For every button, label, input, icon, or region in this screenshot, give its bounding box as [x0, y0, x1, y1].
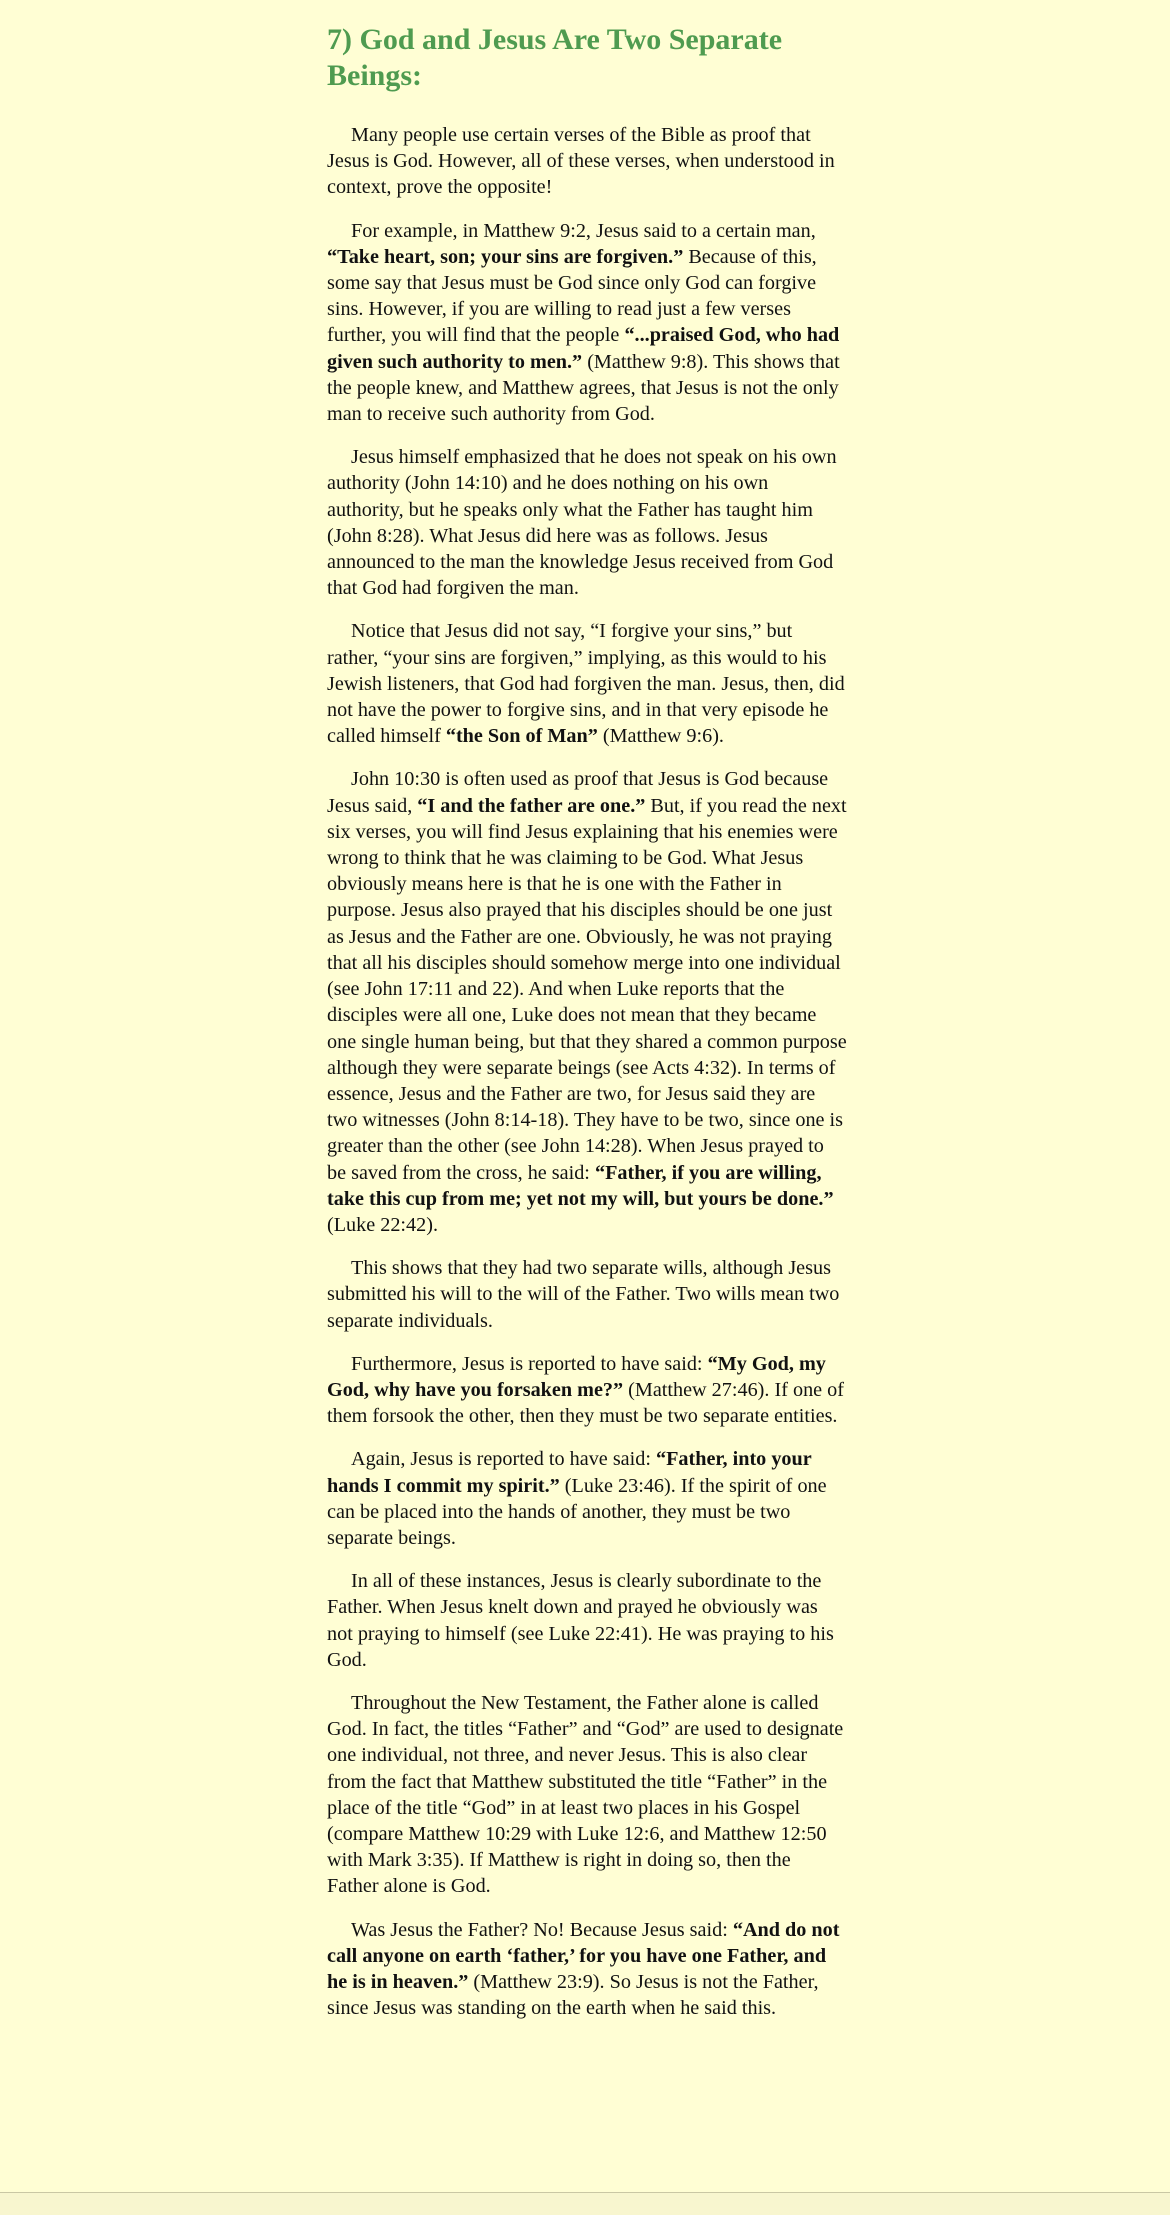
document-body: [327, 122, 847, 2021]
text-run: Again, Jesus is reported to have said:: [351, 1448, 656, 1471]
bold-quote: “Take heart, son; your sins are forgiven.”: [327, 245, 684, 268]
paragraph: [327, 122, 847, 201]
text-run: John 10:30 is often used as proof that Jesus is God because Jesus said,: [327, 768, 829, 817]
paragraph: [327, 1568, 847, 1673]
text-run: Jesus himself emphasized that he does not speak on his own authority (John 14:10) and he does nothing on his own authority, but he speaks only what the Father has taught him (John 8:28). What Jesus did here was as follows. Jesus announced to the man the knowledge Jesus received from God that God had forgiven the man.: [327, 446, 837, 600]
paragraph: [327, 618, 847, 749]
bold-quote: “Father, into your hands I commit my spirit.”: [327, 1448, 812, 1497]
bottom-scroll-area: [0, 2193, 1170, 2215]
bold-quote: “the Son of Man”: [445, 725, 598, 748]
text-run: But, if you read the next six verses, you will find Jesus explaining that his enemies were wrong to think that he was claiming to be God. What Jesus obviously means here is that he is one with the Father in purpose. Jesus also prayed that his disciples should be one just as Jesus and the Father are one. Obviously, he was not praying that all his disciples should somehow merge into one individual (see John 17:11 and 22). And when Luke reports that the disciples were all one, Luke does not mean that they became one single human being, but that they shared a common purpose although they were separate beings (see Acts 4:32). In terms of essence, Jesus and the Father are two, for Jesus said they are two witnesses (John 8:14-18). They have to be two, since one is greater than the other (see John 14:28). When Jesus prayed to be saved from the cross, he said:: [327, 794, 847, 1184]
text-run: (Luke 23:46). If the spirit of one can be placed into the hands of another, they must be two separate beings.: [327, 1474, 827, 1549]
document-page: [327, 22, 847, 2038]
text-run: Was Jesus the Father? No! Because Jesus said:: [351, 1918, 733, 1941]
bold-quote: “And do not call anyone on earth ‘father,’ for you have one Father, and he is in heaven.”: [327, 1918, 840, 1993]
paragraph: [327, 1255, 847, 1334]
paragraph: [327, 1690, 847, 1900]
paragraph: [327, 1351, 847, 1430]
bold-quote: “I and the father are one.”: [417, 794, 646, 817]
text-run: (Matthew 27:46). If one of them forsook the other, then they must be two separate entities.: [327, 1378, 844, 1428]
text-run: Throughout the New Testament, the Father alone is called God. In fact, the titles “Father” and “God” are used to designate one individual, not three, and never Jesus. This is also clear from the fact that Matthew substituted the title “Father” in the place of the title “God” in at least two places in his Gospel (compare Matthew 10:29 with Luke 12:6, and Matthew 12:50 with Mark 3:35). If Matthew is right in doing so, then the Father alone is God.: [327, 1691, 844, 1898]
text-run: (Matthew 9:6).: [597, 725, 724, 748]
text-run: (Luke 22:42).: [327, 1213, 439, 1236]
text-run: In all of these instances, Jesus is clearly subordinate to the Father. When Jesus knelt down and prayed he obviously was not praying to himself (see Luke 22:41). He was praying to his God.: [327, 1570, 834, 1671]
paragraph: [327, 1446, 847, 1551]
paragraph: [327, 766, 847, 1238]
text-run: (Matthew 9:8). This shows that the people knew, and Matthew agrees, that Jesus is not the only man to receive such authority from God.: [327, 350, 840, 426]
bold-quote: “Father, if you are willing, take this cup from me; yet not my will, but yours be done.”: [327, 1161, 834, 1210]
text-run: Furthermore, Jesus is reported to have said:: [351, 1352, 708, 1375]
paragraph: [327, 218, 847, 428]
text-run: This shows that they had two separate wills, although Jesus submitted his will to the will of the Father. Two wills mean two separate individuals.: [327, 1257, 840, 1332]
section-heading: 7) God and Jesus Are Two Separate Beings:: [327, 23, 783, 92]
text-run: Notice that Jesus did not say, “I forgive your sins,” but rather, “your sins are forgiven,” implying, as this would to his Jewish listeners, that God had forgiven the man. Jesus, then, did not have the power to forgive sins, and in that very episode he called himself: [327, 620, 845, 748]
text-run: Many people use certain verses of the Bible as proof that Jesus is God. However, all of these verses, when understood in context, prove the opposite!: [327, 124, 835, 199]
paragraph: [327, 1917, 847, 2022]
text-run: Because of this, some say that Jesus must be God since only God can forgive sins. However, if you are willing to read just a few verses further, you will find that the people: [327, 245, 817, 347]
text-run: For example, in Matthew 9:2, Jesus said to a certain man,: [351, 219, 816, 242]
bold-quote: “My God, my God, why have you forsaken me?”: [327, 1352, 826, 1401]
bold-quote: “...praised God, who had given such authority to men.”: [327, 324, 840, 373]
paragraph: [327, 444, 847, 601]
text-run: (Matthew 23:9). So Jesus is not the Father, since Jesus was standing on the earth when he said this.: [327, 1971, 819, 2020]
